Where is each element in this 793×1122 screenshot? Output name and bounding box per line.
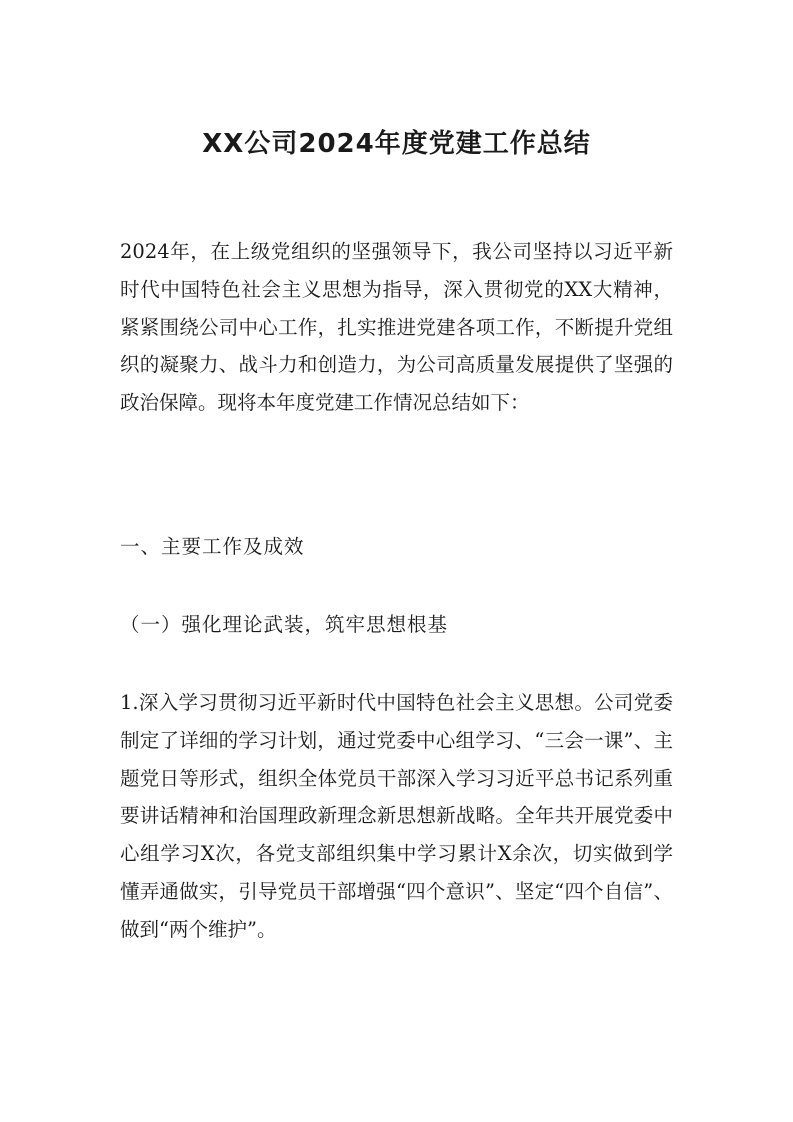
document-title: XX公司2024年度党建工作总结 xyxy=(202,129,591,159)
section-heading: 一、主要工作及成效 xyxy=(120,535,305,558)
body-paragraph: 1.深入学习贯彻习近平新时代中国特色社会主义思想。公司党委制定了详细的学习计划，通过党委中心组学习、“三会一课”、主题党日等形式，组织全体党员干部深入学习习近平总书记系列重要讲话精神和治国理政新理念新思想新战略。全年共开展党委中心组学习X次，各党支部组织集中学习累计X余次，切实做到学懂弄通做实，引导党员干部增强“四个意识”、坚定“四个自信”、做到“两个维护”。 xyxy=(120,691,673,941)
intro-paragraph: 2024年，在上级党组织的坚强领导下，我公司坚持以习近平新时代中国特色社会主义思想为指导，深入贯彻党的XX大精神，紧紧围绕公司中心工作，扎实推进党建各项工作，不断提升党组织的凝聚力、战斗力和创造力，为公司高质量发展提供了坚强的政治保障。现将本年度党建工作情况总结如下： xyxy=(120,240,673,415)
subsection-heading: （一）强化理论武装，筑牢思想根基 xyxy=(120,613,449,636)
